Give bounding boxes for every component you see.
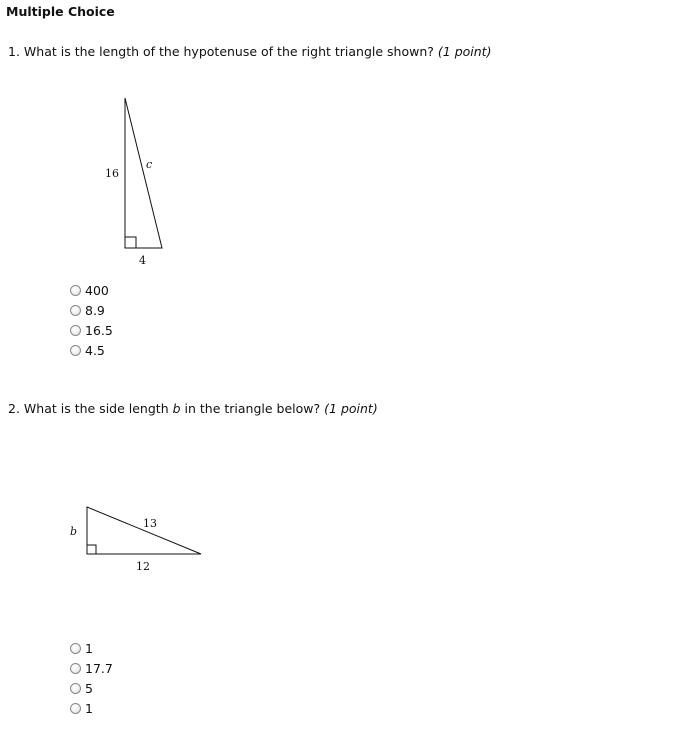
question-number: 1.	[8, 44, 20, 59]
side-label-base-1: 4	[139, 254, 146, 267]
choice-label: 17.7	[85, 660, 113, 676]
section-heading: Multiple Choice	[6, 4, 115, 19]
choice-option[interactable]	[70, 340, 113, 360]
choice-option[interactable]	[70, 678, 113, 698]
question-points: (1 point)	[437, 44, 492, 59]
radio-button[interactable]	[70, 325, 81, 336]
choice-option[interactable]	[70, 320, 113, 340]
choice-label: 4.5	[85, 342, 105, 358]
choice-label: 400	[85, 282, 109, 298]
choice-label: 16.5	[85, 322, 113, 338]
right-triangle-2	[87, 507, 201, 554]
right-angle-marker-2	[87, 545, 96, 554]
radio-button[interactable]	[70, 305, 81, 316]
choice-option[interactable]	[70, 300, 113, 320]
choice-option[interactable]	[70, 698, 113, 718]
radio-button[interactable]	[70, 643, 81, 654]
radio-button[interactable]	[70, 285, 81, 296]
question-number: 2.	[8, 401, 20, 416]
triangle-figure-1	[95, 90, 195, 270]
choice-label: 8.9	[85, 302, 105, 318]
side-label-vertical-2: b	[70, 525, 78, 538]
side-label-hypotenuse-1: c	[146, 158, 153, 171]
question-text: What is the length of the hypotenuse of the right triangle shown?	[23, 44, 434, 59]
question-2	[8, 401, 378, 416]
side-label-vertical-1: 16	[105, 167, 119, 180]
choice-option[interactable]	[70, 658, 113, 678]
choice-option[interactable]	[70, 280, 113, 300]
choice-label: 5	[85, 680, 93, 696]
question-points: (1 point)	[324, 401, 378, 416]
choice-label: 1	[85, 700, 93, 716]
question-text-continued: in the triangle below?	[184, 401, 321, 416]
choice-option[interactable]	[70, 638, 113, 658]
right-triangle-1	[125, 98, 162, 248]
choices-question-2	[70, 638, 113, 718]
radio-button[interactable]	[70, 703, 81, 714]
question-1	[8, 44, 491, 59]
choice-label: 1	[85, 640, 93, 656]
radio-button[interactable]	[70, 683, 81, 694]
right-angle-marker-1	[125, 237, 136, 248]
radio-button[interactable]	[70, 345, 81, 356]
side-label-base-2: 12	[136, 560, 150, 573]
question-text: What is the side length	[23, 401, 169, 416]
question-variable: b	[172, 401, 181, 416]
side-label-hypotenuse-2: 13	[143, 517, 157, 530]
radio-button[interactable]	[70, 663, 81, 674]
triangle-figure-2	[60, 497, 220, 587]
choices-question-1	[70, 280, 113, 360]
